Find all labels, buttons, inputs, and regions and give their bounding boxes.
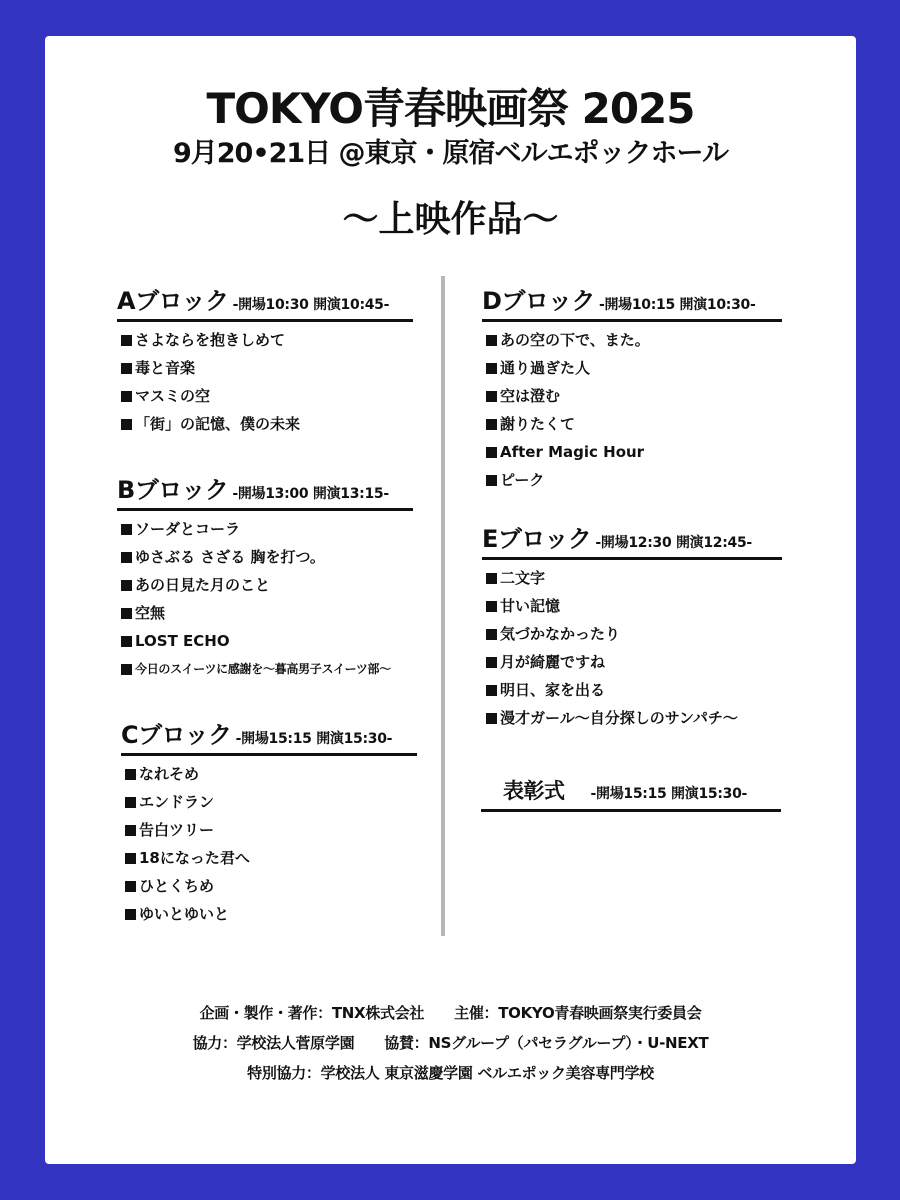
festival-date-venue: 9月20•21日 @東京・原宿ベルエポックホール bbox=[172, 138, 729, 169]
film-item bbox=[125, 816, 417, 844]
bullet-square-icon bbox=[121, 335, 132, 346]
block-a-header bbox=[117, 286, 413, 322]
bullet-square-icon bbox=[486, 685, 497, 696]
block-a-film-list bbox=[117, 326, 413, 438]
film-title: 告白ツリー bbox=[139, 821, 215, 839]
film-title: 「街」の記憶、僕の未来 bbox=[135, 415, 301, 433]
block-c-film-list bbox=[121, 760, 417, 928]
block-c-header bbox=[121, 720, 417, 756]
bullet-square-icon bbox=[121, 664, 132, 675]
poster-card bbox=[45, 36, 856, 1164]
bullet-square-icon bbox=[125, 797, 136, 808]
bullet-square-icon bbox=[486, 475, 497, 486]
block-b-name: Bブロック bbox=[117, 476, 229, 504]
film-item bbox=[125, 788, 417, 816]
film-title: さよならを抱きしめて bbox=[135, 331, 286, 349]
block-a-time: -開場10:30 開演10:45- bbox=[232, 297, 390, 313]
bullet-square-icon bbox=[121, 636, 132, 647]
block-d-name: Dブロック bbox=[482, 287, 595, 315]
block-b-film-list bbox=[117, 515, 413, 683]
film-item bbox=[121, 326, 413, 354]
film-title: LOST ECHO bbox=[135, 632, 230, 650]
film-title: 謝りたくて bbox=[500, 415, 576, 433]
block-e-header bbox=[482, 524, 782, 560]
film-title: ゆさぶる さざる 胸を打つ。 bbox=[135, 548, 325, 566]
block-c-time: -開場15:15 開演15:30- bbox=[235, 731, 393, 747]
bullet-square-icon bbox=[125, 881, 136, 892]
bullet-square-icon bbox=[121, 363, 132, 374]
film-title: ピーク bbox=[500, 471, 545, 489]
ceremony-name: 表彰式 bbox=[503, 779, 565, 803]
bullet-square-icon bbox=[486, 419, 497, 430]
credit-sponsor: 協賛：NSグループ（パセラグループ）・U-NEXT bbox=[384, 1034, 709, 1052]
film-title: あの空の下で、また。 bbox=[500, 331, 650, 349]
festival-title: TOKYO青春映画祭 2025 bbox=[206, 84, 695, 133]
bullet-square-icon bbox=[121, 419, 132, 430]
block-d-film-list bbox=[482, 326, 782, 494]
bullet-square-icon bbox=[486, 601, 497, 612]
bullet-square-icon bbox=[486, 391, 497, 402]
film-item bbox=[121, 410, 413, 438]
credit-line-2 bbox=[45, 1028, 856, 1058]
film-title: 今日のスイーツに感謝を〜暮高男子スイーツ部〜 bbox=[135, 662, 391, 676]
film-item bbox=[125, 900, 417, 928]
film-title: 漫才ガール〜自分探しのサンパチ〜 bbox=[500, 709, 738, 727]
film-title: マスミの空 bbox=[135, 387, 211, 405]
credit-production: 企画・製作・著作：TNX株式会社 bbox=[199, 1004, 425, 1022]
credit-organizer: 主催：TOKYO青春映画祭実行委員会 bbox=[454, 1004, 702, 1022]
film-title: 気づかなかったり bbox=[500, 625, 621, 643]
film-item bbox=[121, 655, 413, 683]
film-item bbox=[486, 564, 782, 592]
film-item bbox=[486, 438, 782, 466]
film-title: 空は澄む bbox=[500, 387, 561, 405]
bullet-square-icon bbox=[486, 447, 497, 458]
film-title: 明日、家を出る bbox=[500, 681, 606, 699]
film-item bbox=[121, 543, 413, 571]
film-title: 空無 bbox=[135, 604, 166, 622]
film-item bbox=[486, 354, 782, 382]
film-item bbox=[486, 326, 782, 354]
bullet-square-icon bbox=[125, 769, 136, 780]
bullet-square-icon bbox=[486, 335, 497, 346]
bullet-square-icon bbox=[125, 853, 136, 864]
block-d-time: -開場10:15 開演10:30- bbox=[598, 297, 756, 313]
film-title: 18になった君へ bbox=[139, 849, 250, 867]
film-item bbox=[121, 515, 413, 543]
bullet-square-icon bbox=[486, 629, 497, 640]
credit-cooperation: 協力：学校法人菅原学園 bbox=[192, 1034, 355, 1052]
film-title: After Magic Hour bbox=[500, 443, 645, 461]
film-title: 月が綺麗ですね bbox=[500, 653, 606, 671]
block-b-header bbox=[117, 475, 413, 511]
column-divider bbox=[441, 276, 445, 936]
film-item bbox=[121, 599, 413, 627]
bullet-square-icon bbox=[121, 580, 132, 591]
credit-line-3 bbox=[45, 1058, 856, 1088]
ceremony-time: -開場15:15 開演15:30- bbox=[590, 786, 748, 802]
credit-special-cooperation: 特別協力：学校法人 東京滋慶学園 ベルエポック美容専門学校 bbox=[247, 1064, 654, 1082]
film-title: 二文字 bbox=[500, 569, 546, 587]
film-item bbox=[486, 592, 782, 620]
film-item bbox=[121, 571, 413, 599]
bullet-square-icon bbox=[125, 909, 136, 920]
credit-line-1 bbox=[45, 998, 856, 1028]
film-item bbox=[121, 354, 413, 382]
film-item bbox=[486, 620, 782, 648]
film-title: あの日見た月のこと bbox=[135, 576, 271, 594]
film-item bbox=[121, 627, 413, 655]
film-item bbox=[486, 676, 782, 704]
block-e bbox=[482, 524, 782, 732]
block-a bbox=[117, 286, 413, 438]
film-title: ソーダとコーラ bbox=[135, 520, 241, 538]
block-b bbox=[117, 475, 413, 683]
film-item bbox=[486, 466, 782, 494]
film-title: ゆいとゆいと bbox=[139, 905, 230, 923]
block-c-name: Cブロック bbox=[121, 721, 232, 749]
bullet-square-icon bbox=[486, 657, 497, 668]
film-item bbox=[486, 704, 782, 732]
screening-heading: 〜上映作品〜 bbox=[342, 199, 559, 240]
film-item bbox=[125, 760, 417, 788]
bullet-square-icon bbox=[121, 608, 132, 619]
film-title: 毒と音楽 bbox=[135, 359, 196, 377]
award-ceremony bbox=[481, 776, 781, 812]
film-item bbox=[486, 648, 782, 676]
block-a-name: Aブロック bbox=[117, 287, 229, 315]
film-title: なれそめ bbox=[139, 765, 200, 783]
block-c bbox=[121, 720, 417, 928]
film-title: 甘い記憶 bbox=[500, 597, 561, 615]
film-title: 通り過ぎた人 bbox=[500, 359, 591, 377]
film-item bbox=[486, 410, 782, 438]
bullet-square-icon bbox=[486, 363, 497, 374]
bullet-square-icon bbox=[486, 573, 497, 584]
film-item bbox=[125, 844, 417, 872]
block-e-name: Eブロック bbox=[482, 525, 592, 553]
credits bbox=[45, 998, 856, 1088]
bullet-square-icon bbox=[121, 524, 132, 535]
block-e-film-list bbox=[482, 564, 782, 732]
film-title: ひとくちめ bbox=[139, 877, 215, 895]
bullet-square-icon bbox=[121, 552, 132, 563]
film-title: エンドラン bbox=[139, 793, 215, 811]
bullet-square-icon bbox=[121, 391, 132, 402]
film-item bbox=[125, 872, 417, 900]
block-d-header bbox=[482, 286, 782, 322]
film-item bbox=[486, 382, 782, 410]
block-e-time: -開場12:30 開演12:45- bbox=[595, 535, 752, 551]
block-d bbox=[482, 286, 782, 494]
film-item bbox=[121, 382, 413, 410]
block-b-time: -開場13:00 開演13:15- bbox=[232, 486, 389, 502]
bullet-square-icon bbox=[486, 713, 497, 724]
bullet-square-icon bbox=[125, 825, 136, 836]
